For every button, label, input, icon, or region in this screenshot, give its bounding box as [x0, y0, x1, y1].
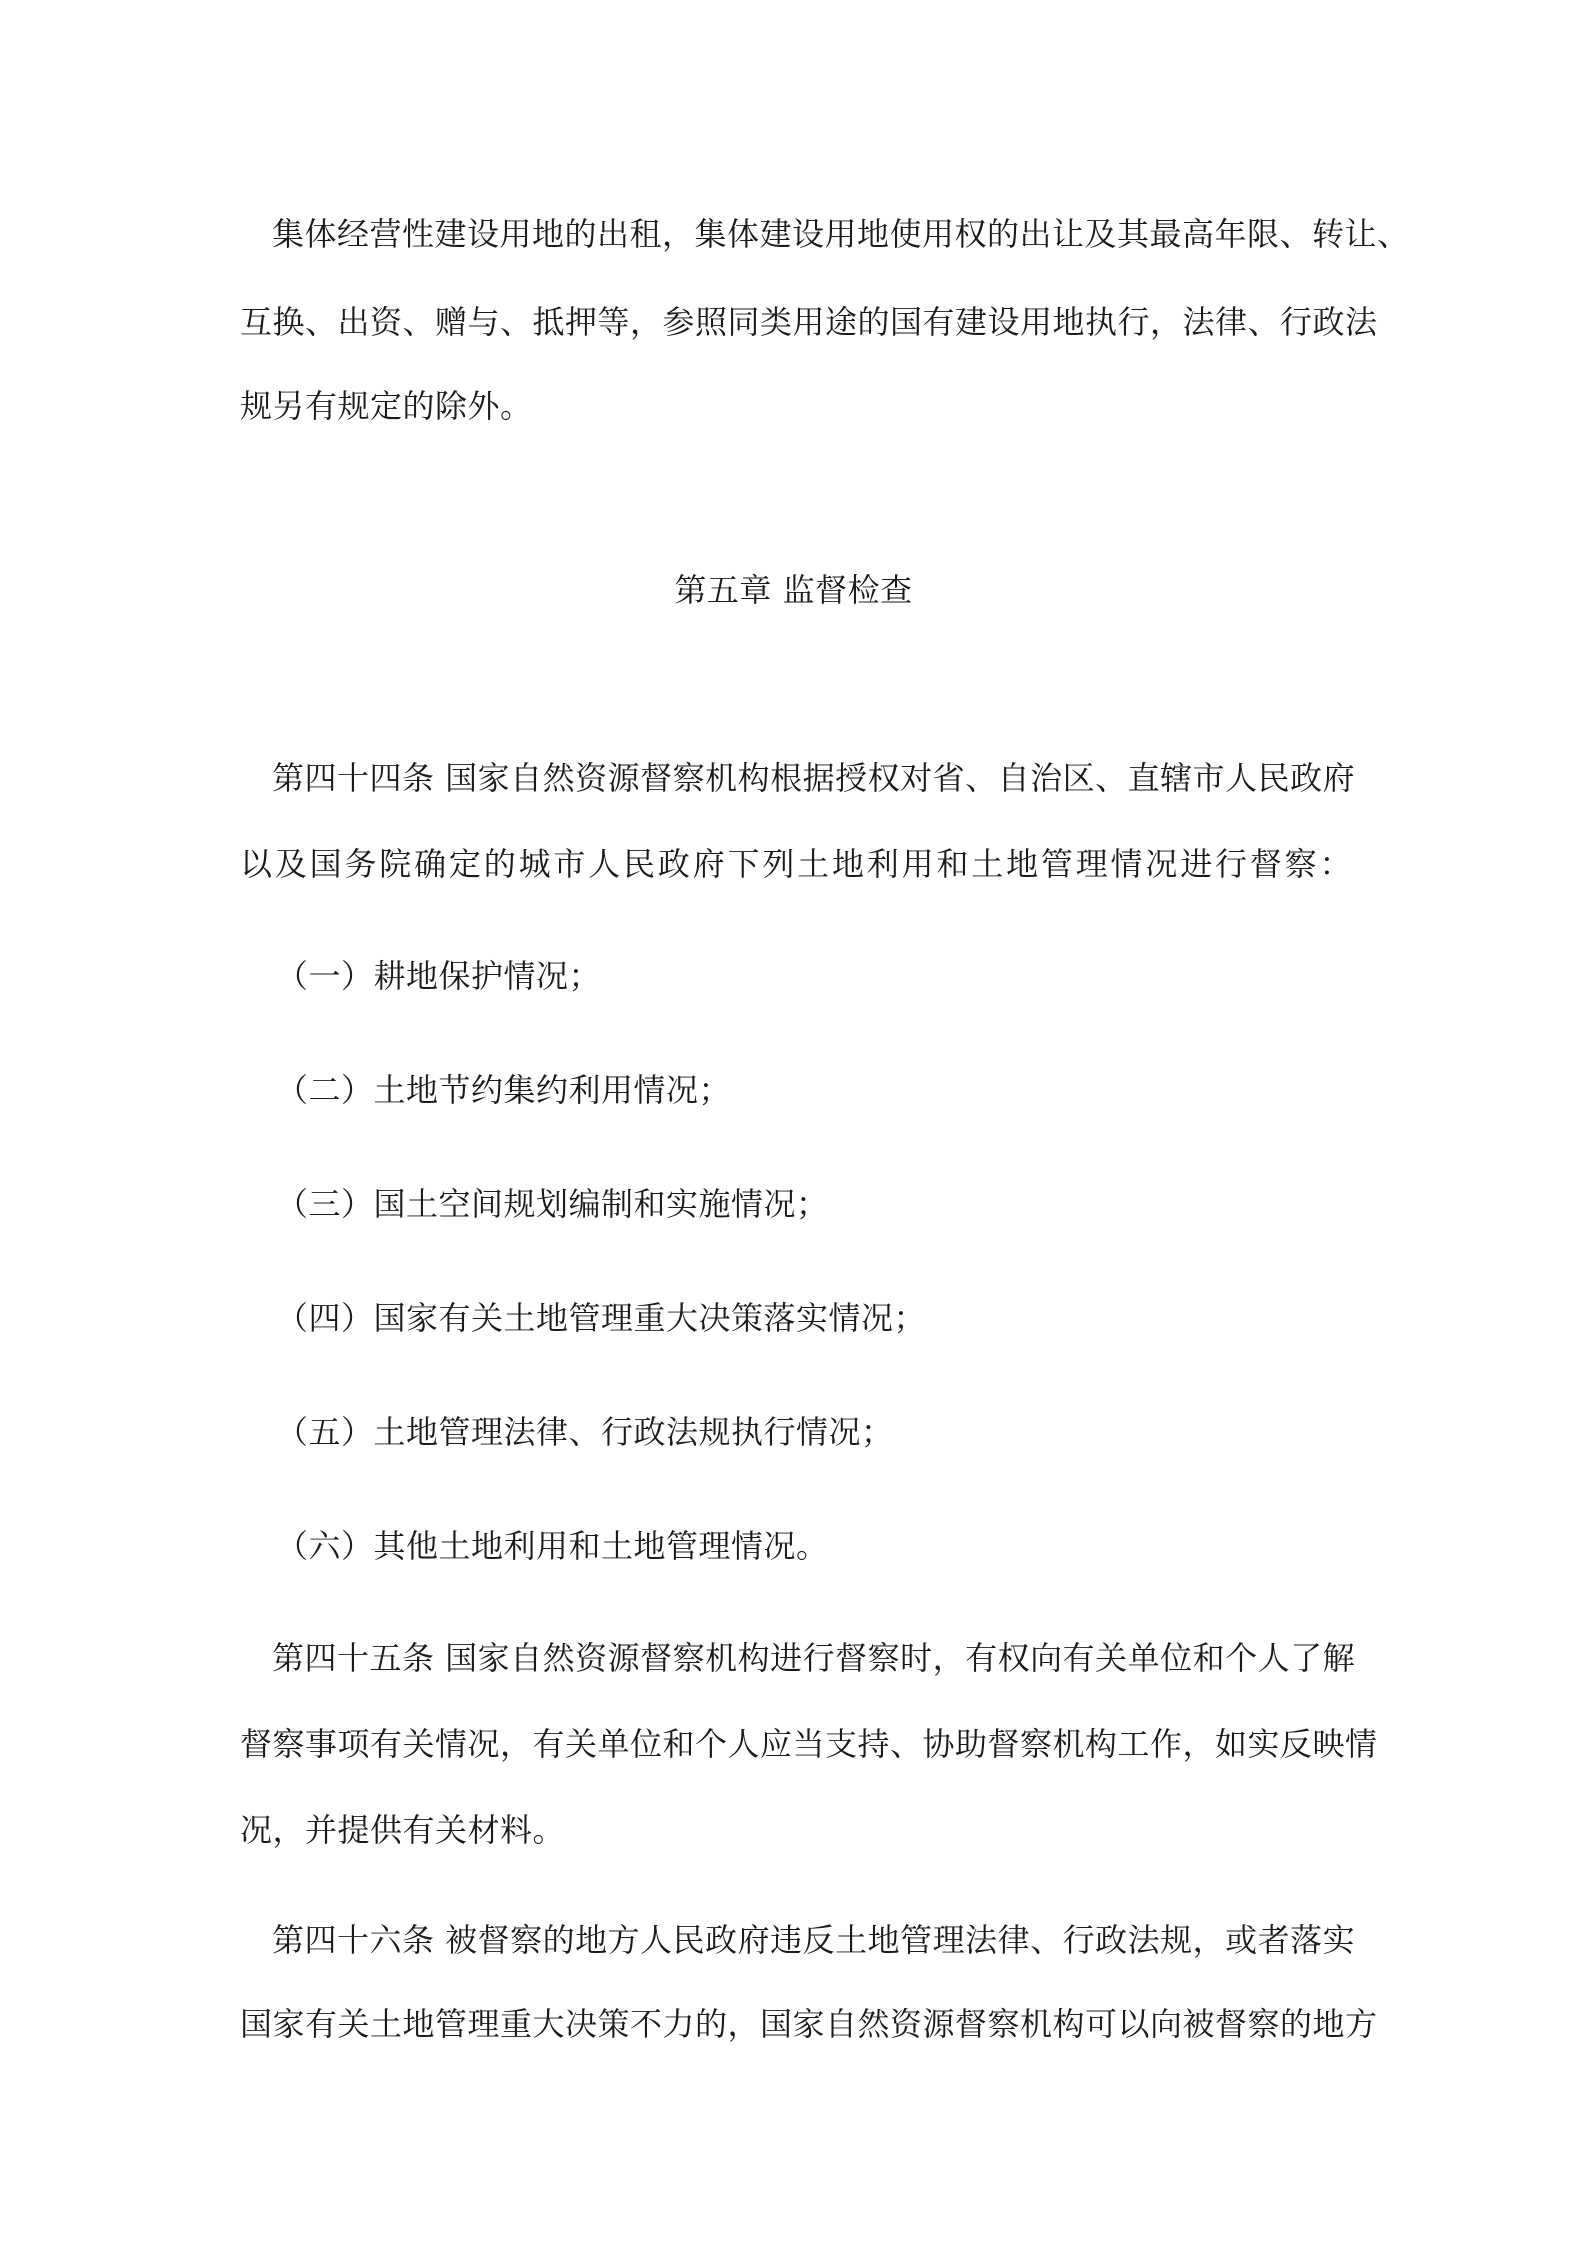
paragraph-p1-line-1: 集体经营性建设用地的出租，集体建设用地使用权的出让及其最高年限、转让、 — [272, 215, 1410, 253]
article-46-line-2: 国家有关土地管理重大决策不力的，国家自然资源督察机构可以向被督察的地方 — [240, 2005, 1378, 2043]
list-item: （六）其他土地利用和土地管理情况。 — [276, 1527, 829, 1565]
article-46-line-1: 第四十六条 被督察的地方人民政府违反土地管理法律、行政法规，或者落实 — [272, 1921, 1356, 1959]
article-45-line-1: 第四十五条 国家自然资源督察机构进行督察时，有权向有关单位和个人了解 — [272, 1639, 1356, 1677]
article-44-line-2: 以及国务院确定的城市人民政府下列土地利用和土地管理情况进行督察： — [240, 845, 1352, 883]
paragraph-p1-line-3: 规另有规定的除外。 — [240, 387, 533, 425]
list-item: （五）土地管理法律、行政法规执行情况； — [276, 1413, 894, 1451]
chapter-title: 第五章 监督检查 — [674, 571, 913, 609]
article-45-line-2: 督察事项有关情况，有关单位和个人应当支持、协助督察机构工作，如实反映情 — [240, 1725, 1378, 1763]
list-item: （二）土地节约集约利用情况； — [276, 1071, 732, 1109]
paragraph-p1-line-2: 互换、出资、赠与、抵押等，参照同类用途的国有建设用地执行，法律、行政法 — [240, 303, 1378, 341]
list-item: （四）国家有关土地管理重大决策落实情况； — [276, 1299, 927, 1337]
list-item: （一）耕地保护情况； — [276, 957, 602, 995]
article-44-line-1: 第四十四条 国家自然资源督察机构根据授权对省、自治区、直辖市人民政府 — [272, 759, 1356, 797]
list-item: （三）国土空间规划编制和实施情况； — [276, 1185, 829, 1223]
article-45-line-3: 况，并提供有关材料。 — [240, 1811, 566, 1849]
